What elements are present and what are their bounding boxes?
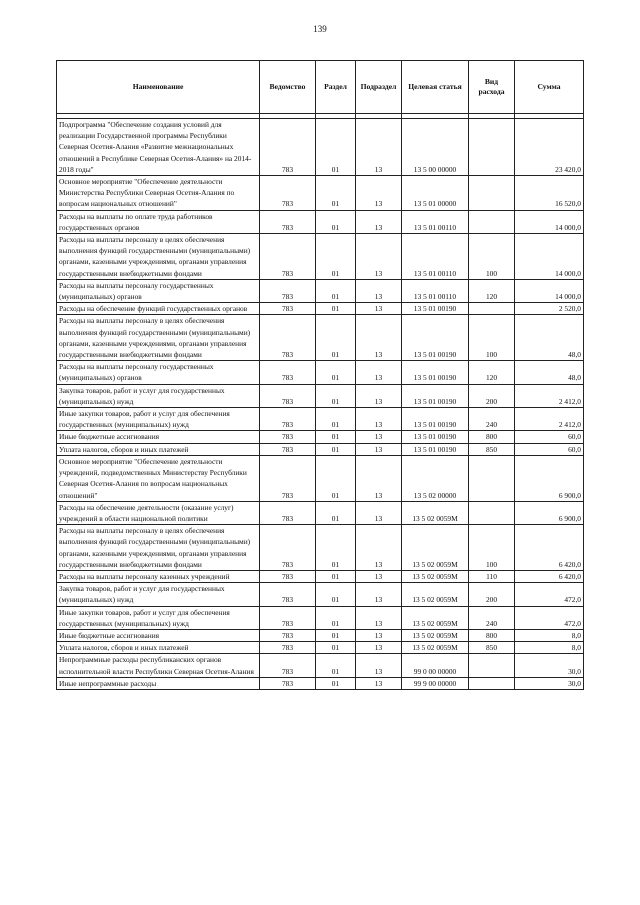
cell-section: 01 xyxy=(316,583,356,606)
cell-target: 13 5 01 00190 xyxy=(402,303,469,315)
cell-subsection: 13 xyxy=(356,303,402,315)
cell-section: 01 xyxy=(316,606,356,629)
cell-name: Иные закупки товаров, работ и услуг для обеспечения государственных (муниципальных) нужд xyxy=(57,606,260,629)
cell-name: Расходы на выплаты персоналу в целях обеспечения выполнения функций государственными (муниципальными) органами, казенными учреждениями, органами управления государственными внебюджетными фондами xyxy=(57,525,260,571)
header-sum: Сумма xyxy=(515,61,584,114)
cell-type: 200 xyxy=(469,583,515,606)
cell-subsection: 13 xyxy=(356,315,402,361)
cell-name: Расходы на выплаты персоналу казенных учреждений xyxy=(57,570,260,582)
cell-dept: 783 xyxy=(260,642,316,654)
cell-name: Закупка товаров, работ и услуг для государственных (муниципальных) нужд xyxy=(57,384,260,407)
cell-sum: 8,0 xyxy=(515,629,584,641)
cell-type: 200 xyxy=(469,384,515,407)
cell-dept: 783 xyxy=(260,384,316,407)
cell-target: 13 5 01 00190 xyxy=(402,408,469,431)
cell-subsection: 13 xyxy=(356,642,402,654)
cell-target: 13 5 02 0059М xyxy=(402,501,469,524)
cell-section: 01 xyxy=(316,455,356,501)
cell-target: 13 5 01 00190 xyxy=(402,361,469,384)
cell-target: 13 5 02 0059М xyxy=(402,629,469,641)
cell-sum: 16 520,0 xyxy=(515,176,584,211)
table-row xyxy=(57,361,584,384)
table-row xyxy=(57,303,584,315)
cell-type xyxy=(469,677,515,689)
cell-target: 13 5 01 00110 xyxy=(402,210,469,233)
cell-dept: 783 xyxy=(260,677,316,689)
cell-dept: 783 xyxy=(260,443,316,455)
cell-name: Уплата налогов, сборов и иных платежей xyxy=(57,642,260,654)
table-row xyxy=(57,234,584,280)
cell-dept: 783 xyxy=(260,176,316,211)
cell-section: 01 xyxy=(316,279,356,302)
cell-sum: 472,0 xyxy=(515,606,584,629)
cell-sum: 2 520,0 xyxy=(515,303,584,315)
table-row xyxy=(57,210,584,233)
table-row xyxy=(57,315,584,361)
cell-subsection: 13 xyxy=(356,431,402,443)
page-number: 139 xyxy=(313,24,327,34)
table-row xyxy=(57,443,584,455)
cell-dept: 783 xyxy=(260,583,316,606)
cell-type: 100 xyxy=(469,234,515,280)
cell-type xyxy=(469,176,515,211)
cell-type xyxy=(469,654,515,677)
table-row xyxy=(57,654,584,677)
cell-name: Непрограммные расходы республиканских органов исполнительной власти Республики Северная Осетия-Алания xyxy=(57,654,260,677)
cell-name: Расходы на выплаты по оплате труда работников государственных органов xyxy=(57,210,260,233)
cell-section: 01 xyxy=(316,210,356,233)
cell-sum: 2 412,0 xyxy=(515,408,584,431)
cell-name: Расходы на обеспечение деятельности (оказание услуг) учреждений в области национальной политики xyxy=(57,501,260,524)
table-row xyxy=(57,677,584,689)
cell-target: 13 5 01 00190 xyxy=(402,384,469,407)
cell-name: Подпрограмма "Обеспечение создания условий для реализации Государственной программы Республики Северная Осетия-Алания «Развитие межнациональных отношений в Республике Северная Осетия-Алания» на 2014-2018 годы" xyxy=(57,119,260,176)
cell-sum: 48,0 xyxy=(515,315,584,361)
cell-section: 01 xyxy=(316,384,356,407)
table-row xyxy=(57,606,584,629)
cell-type xyxy=(469,210,515,233)
cell-section: 01 xyxy=(316,119,356,176)
table-row xyxy=(57,279,584,302)
cell-name: Расходы на выплаты персоналу в целях обеспечения выполнения функций государственными (муниципальными) органами, казенными учреждениями, органами управления государственными внебюджетными фондами xyxy=(57,315,260,361)
header-dept: Ведомство xyxy=(260,61,316,114)
cell-section: 01 xyxy=(316,443,356,455)
cell-sum: 48,0 xyxy=(515,361,584,384)
cell-subsection: 13 xyxy=(356,629,402,641)
cell-sum: 6 900,0 xyxy=(515,455,584,501)
cell-dept: 783 xyxy=(260,303,316,315)
table-row xyxy=(57,642,584,654)
table-row xyxy=(57,176,584,211)
cell-sum: 60,0 xyxy=(515,431,584,443)
cell-type: 120 xyxy=(469,279,515,302)
cell-name: Расходы на выплаты персоналу в целях обеспечения выполнения функций государственными (муниципальными) органами, казенными учреждениями, органами управления государственными внебюджетными фондами xyxy=(57,234,260,280)
cell-target: 13 5 02 0059М xyxy=(402,525,469,571)
cell-type: 850 xyxy=(469,443,515,455)
cell-sum: 472,0 xyxy=(515,583,584,606)
budget-table xyxy=(56,60,584,690)
cell-type: 800 xyxy=(469,431,515,443)
cell-name: Закупка товаров, работ и услуг для государственных (муниципальных) нужд xyxy=(57,583,260,606)
cell-subsection: 13 xyxy=(356,361,402,384)
cell-target: 13 5 01 00110 xyxy=(402,279,469,302)
table-row xyxy=(57,455,584,501)
header-target: Целевая статья xyxy=(402,61,469,114)
cell-target: 13 5 01 00190 xyxy=(402,443,469,455)
cell-type xyxy=(469,501,515,524)
cell-target: 13 5 02 0059М xyxy=(402,642,469,654)
cell-section: 01 xyxy=(316,408,356,431)
cell-type: 240 xyxy=(469,408,515,431)
cell-section: 01 xyxy=(316,303,356,315)
cell-sum: 60,0 xyxy=(515,443,584,455)
cell-sum: 6 900,0 xyxy=(515,501,584,524)
cell-subsection: 13 xyxy=(356,443,402,455)
cell-target: 13 5 01 00190 xyxy=(402,315,469,361)
cell-type xyxy=(469,119,515,176)
cell-subsection: 13 xyxy=(356,570,402,582)
cell-sum: 23 420,0 xyxy=(515,119,584,176)
cell-subsection: 13 xyxy=(356,583,402,606)
cell-dept: 783 xyxy=(260,315,316,361)
cell-section: 01 xyxy=(316,642,356,654)
cell-type xyxy=(469,455,515,501)
cell-name: Основное мероприятие "Обеспечение деятельности учреждений, подведомственных Министерству Республики Северная Осетия-Алания по вопросам национальных отношений" xyxy=(57,455,260,501)
cell-subsection: 13 xyxy=(356,279,402,302)
cell-sum: 30,0 xyxy=(515,654,584,677)
cell-name: Расходы на обеспечение функций государственных органов xyxy=(57,303,260,315)
table-row xyxy=(57,408,584,431)
cell-dept: 783 xyxy=(260,525,316,571)
header-subsection: Подраздел xyxy=(356,61,402,114)
cell-section: 01 xyxy=(316,431,356,443)
cell-target: 13 5 02 00000 xyxy=(402,455,469,501)
cell-section: 01 xyxy=(316,501,356,524)
cell-section: 01 xyxy=(316,361,356,384)
cell-type: 120 xyxy=(469,361,515,384)
cell-target: 13 5 02 0059М xyxy=(402,583,469,606)
cell-subsection: 13 xyxy=(356,176,402,211)
cell-section: 01 xyxy=(316,176,356,211)
cell-subsection: 13 xyxy=(356,677,402,689)
table-row xyxy=(57,384,584,407)
cell-subsection: 13 xyxy=(356,606,402,629)
cell-section: 01 xyxy=(316,629,356,641)
cell-target: 13 5 01 00190 xyxy=(402,431,469,443)
cell-name: Расходы на выплаты персоналу государственных (муниципальных) органов xyxy=(57,361,260,384)
table-row xyxy=(57,501,584,524)
cell-subsection: 13 xyxy=(356,119,402,176)
cell-type: 100 xyxy=(469,315,515,361)
cell-target: 99 9 00 00000 xyxy=(402,677,469,689)
table-row xyxy=(57,570,584,582)
cell-name: Иные закупки товаров, работ и услуг для обеспечения государственных (муниципальных) нужд xyxy=(57,408,260,431)
cell-dept: 783 xyxy=(260,431,316,443)
cell-section: 01 xyxy=(316,525,356,571)
cell-subsection: 13 xyxy=(356,408,402,431)
cell-type: 800 xyxy=(469,629,515,641)
cell-name: Иные бюджетные ассигнования xyxy=(57,629,260,641)
cell-sum: 8,0 xyxy=(515,642,584,654)
cell-subsection: 13 xyxy=(356,210,402,233)
header-name: Наименование xyxy=(57,61,260,114)
cell-section: 01 xyxy=(316,315,356,361)
cell-target: 13 5 02 0059М xyxy=(402,606,469,629)
cell-dept: 783 xyxy=(260,606,316,629)
cell-sum: 6 420,0 xyxy=(515,525,584,571)
cell-type: 240 xyxy=(469,606,515,629)
cell-subsection: 13 xyxy=(356,384,402,407)
cell-target: 13 5 02 0059М xyxy=(402,570,469,582)
cell-sum: 14 000,0 xyxy=(515,210,584,233)
cell-dept: 783 xyxy=(260,119,316,176)
cell-target: 13 5 00 00000 xyxy=(402,119,469,176)
cell-sum: 2 412,0 xyxy=(515,384,584,407)
table-row xyxy=(57,119,584,176)
cell-target: 13 5 01 00000 xyxy=(402,176,469,211)
cell-section: 01 xyxy=(316,677,356,689)
cell-name: Основное мероприятие "Обеспечение деятельности Министерства Республики Северная Осетия-Алания по вопросам национальных отношений" xyxy=(57,176,260,211)
table-body xyxy=(57,119,584,690)
cell-section: 01 xyxy=(316,654,356,677)
table-row xyxy=(57,629,584,641)
header-section: Раздел xyxy=(316,61,356,114)
cell-subsection: 13 xyxy=(356,234,402,280)
cell-target: 13 5 01 00110 xyxy=(402,234,469,280)
cell-section: 01 xyxy=(316,570,356,582)
cell-name: Уплата налогов, сборов и иных платежей xyxy=(57,443,260,455)
cell-target: 99 0 00 00000 xyxy=(402,654,469,677)
cell-dept: 783 xyxy=(260,408,316,431)
cell-subsection: 13 xyxy=(356,654,402,677)
cell-dept: 783 xyxy=(260,455,316,501)
cell-subsection: 13 xyxy=(356,525,402,571)
cell-sum: 14 000,0 xyxy=(515,234,584,280)
header-row xyxy=(57,61,584,114)
cell-dept: 783 xyxy=(260,501,316,524)
cell-dept: 783 xyxy=(260,654,316,677)
cell-sum: 6 420,0 xyxy=(515,570,584,582)
cell-section: 01 xyxy=(316,234,356,280)
cell-subsection: 13 xyxy=(356,455,402,501)
table-row xyxy=(57,583,584,606)
cell-name: Расходы на выплаты персоналу государственных (муниципальных) органов xyxy=(57,279,260,302)
cell-sum: 30,0 xyxy=(515,677,584,689)
cell-dept: 783 xyxy=(260,570,316,582)
cell-type xyxy=(469,303,515,315)
cell-name: Иные непрограммные расходы xyxy=(57,677,260,689)
cell-dept: 783 xyxy=(260,279,316,302)
header-type: Вид расхода xyxy=(469,61,515,114)
cell-dept: 783 xyxy=(260,234,316,280)
cell-dept: 783 xyxy=(260,629,316,641)
table-row xyxy=(57,431,584,443)
cell-sum: 14 000,0 xyxy=(515,279,584,302)
cell-dept: 783 xyxy=(260,361,316,384)
cell-type: 850 xyxy=(469,642,515,654)
cell-subsection: 13 xyxy=(356,501,402,524)
cell-name: Иные бюджетные ассигнования xyxy=(57,431,260,443)
table-row xyxy=(57,525,584,571)
cell-type: 110 xyxy=(469,570,515,582)
cell-dept: 783 xyxy=(260,210,316,233)
cell-type: 100 xyxy=(469,525,515,571)
